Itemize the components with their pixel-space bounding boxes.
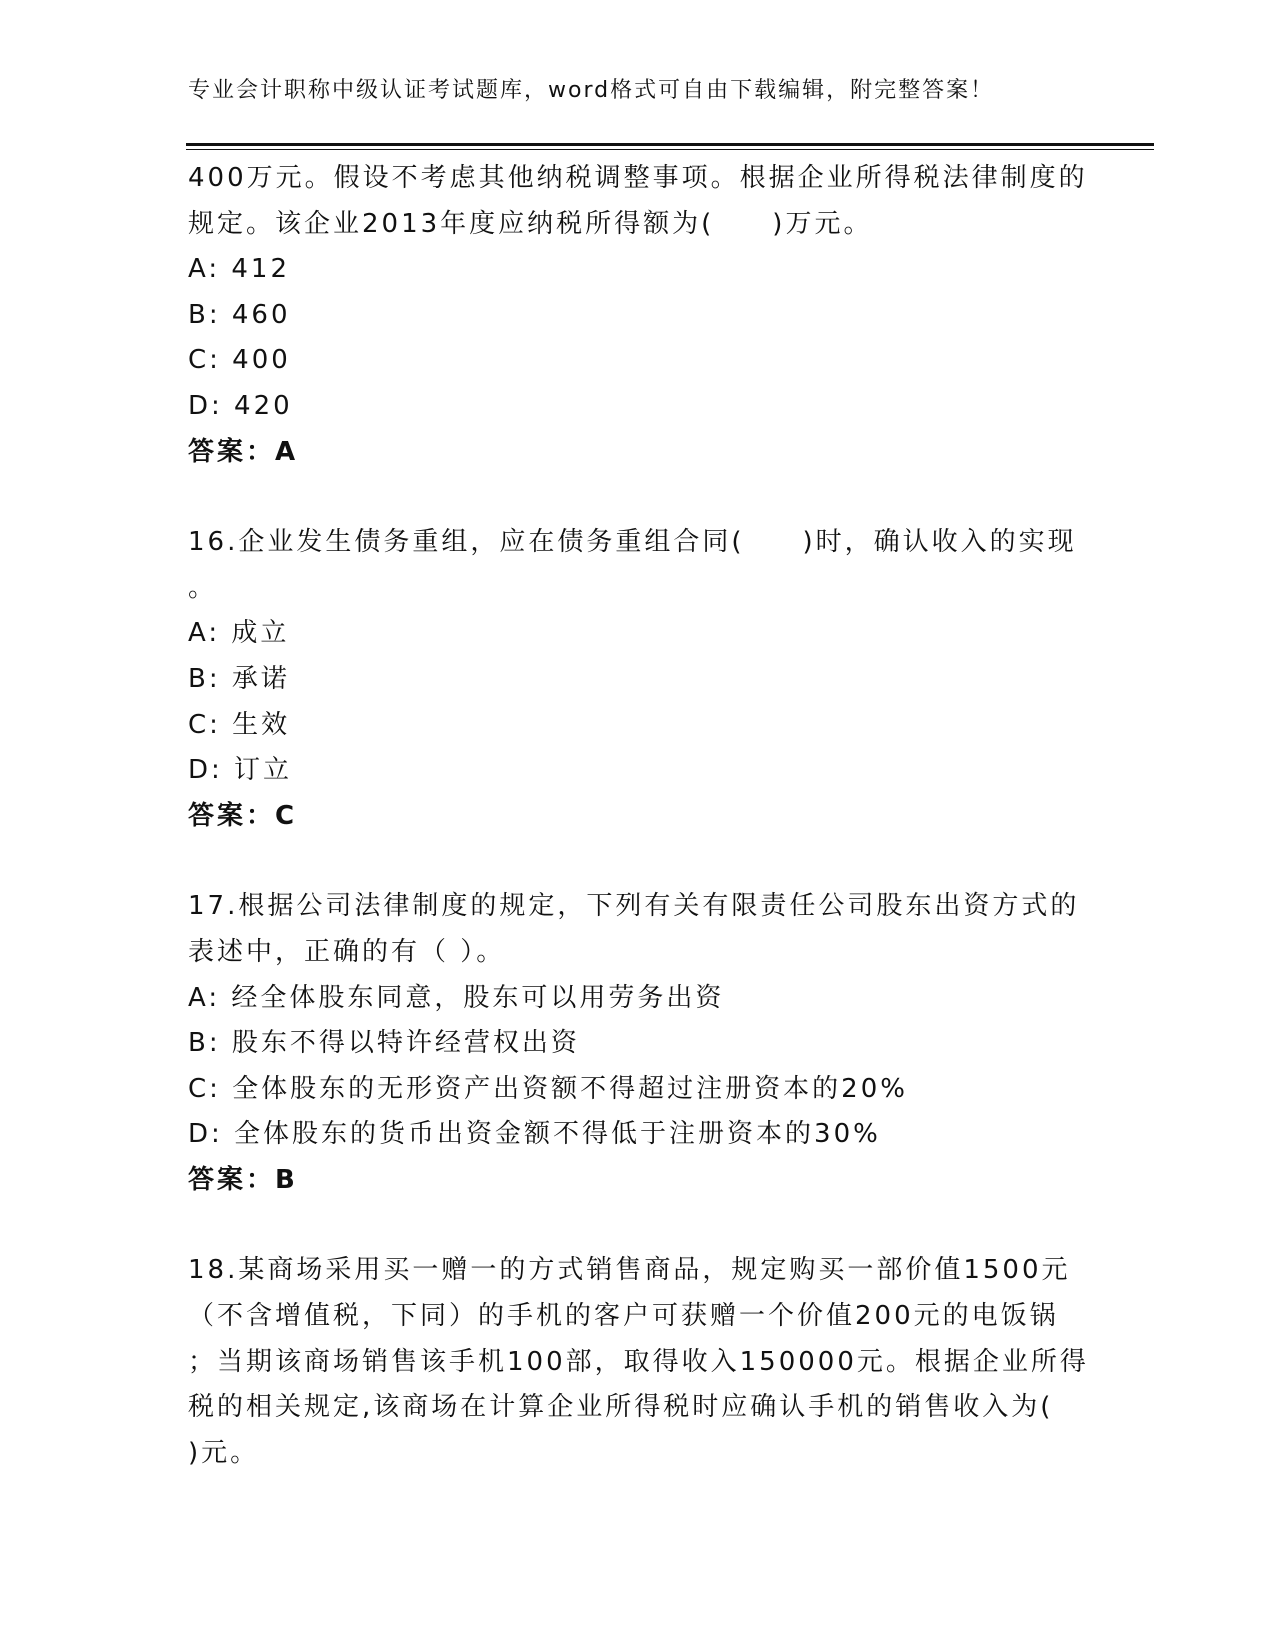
question-text-line: 税的相关规定,该商场在计算企业所得税时应确认手机的销售收入为( [188, 1392, 1054, 1423]
question-17 [188, 884, 1108, 1203]
spacer [188, 839, 1108, 884]
option-b: B: 460 [188, 299, 291, 330]
page-header: 专业会计职称中级认证考试题库，word格式可自由下载编辑，附完整答案！ [188, 78, 995, 103]
question-16 [188, 520, 1108, 839]
header-rule-thin [186, 149, 1154, 150]
option-c: C: 400 [188, 345, 291, 376]
answer-line: 答案：C [188, 800, 298, 831]
question-text-line: 。 [188, 572, 218, 603]
question-text-line: 16.企业发生债务重组，应在债务重组合同( )时，确认收入的实现 [188, 527, 1077, 558]
question-15 [188, 156, 1108, 475]
question-text-line: 规定。该企业2013年度应纳税所得额为( )万元。 [188, 208, 873, 239]
option-b: B: 承诺 [188, 663, 290, 694]
question-text-line: 表述中，正确的有（ ）。 [188, 936, 506, 967]
option-b: B: 股东不得以特许经营权出资 [188, 1028, 580, 1059]
option-d: D: 全体股东的货币出资金额不得低于注册资本的30% [188, 1119, 881, 1150]
question-text-line: ；当期该商场销售该手机100部，取得收入150000元。根据企业所得 [188, 1346, 1089, 1377]
question-text-line: 17.根据公司法律制度的规定，下列有关有限责任公司股东出资方式的 [188, 891, 1080, 922]
option-c: C: 全体股东的无形资产出资额不得超过注册资本的20% [188, 1073, 908, 1104]
option-a: A: 成立 [188, 618, 290, 649]
option-d: D: 订立 [188, 755, 293, 786]
question-text-line: )元。 [188, 1437, 260, 1468]
option-a: A: 412 [188, 254, 290, 285]
question-content [188, 156, 1108, 1476]
spacer [188, 1203, 1108, 1248]
option-a: A: 经全体股东同意，股东可以用劳务出资 [188, 982, 725, 1013]
option-c: C: 生效 [188, 709, 291, 740]
answer-line: 答案：A [188, 436, 299, 467]
question-text-line: 400万元。假设不考虑其他纳税调整事项。根据企业所得税法律制度的 [188, 163, 1088, 193]
question-text-line: 18.某商场采用买一赠一的方式销售商品，规定购买一部价值1500元 [188, 1255, 1071, 1286]
question-18 [188, 1248, 1108, 1476]
header-rule-thick [186, 143, 1154, 146]
option-d: D: 420 [188, 390, 293, 421]
question-text-line: （不含增值税，下同）的手机的客户可获赠一个价值200元的电饭锅 [188, 1301, 1059, 1332]
spacer [188, 475, 1108, 520]
answer-line: 答案：B [188, 1164, 298, 1195]
